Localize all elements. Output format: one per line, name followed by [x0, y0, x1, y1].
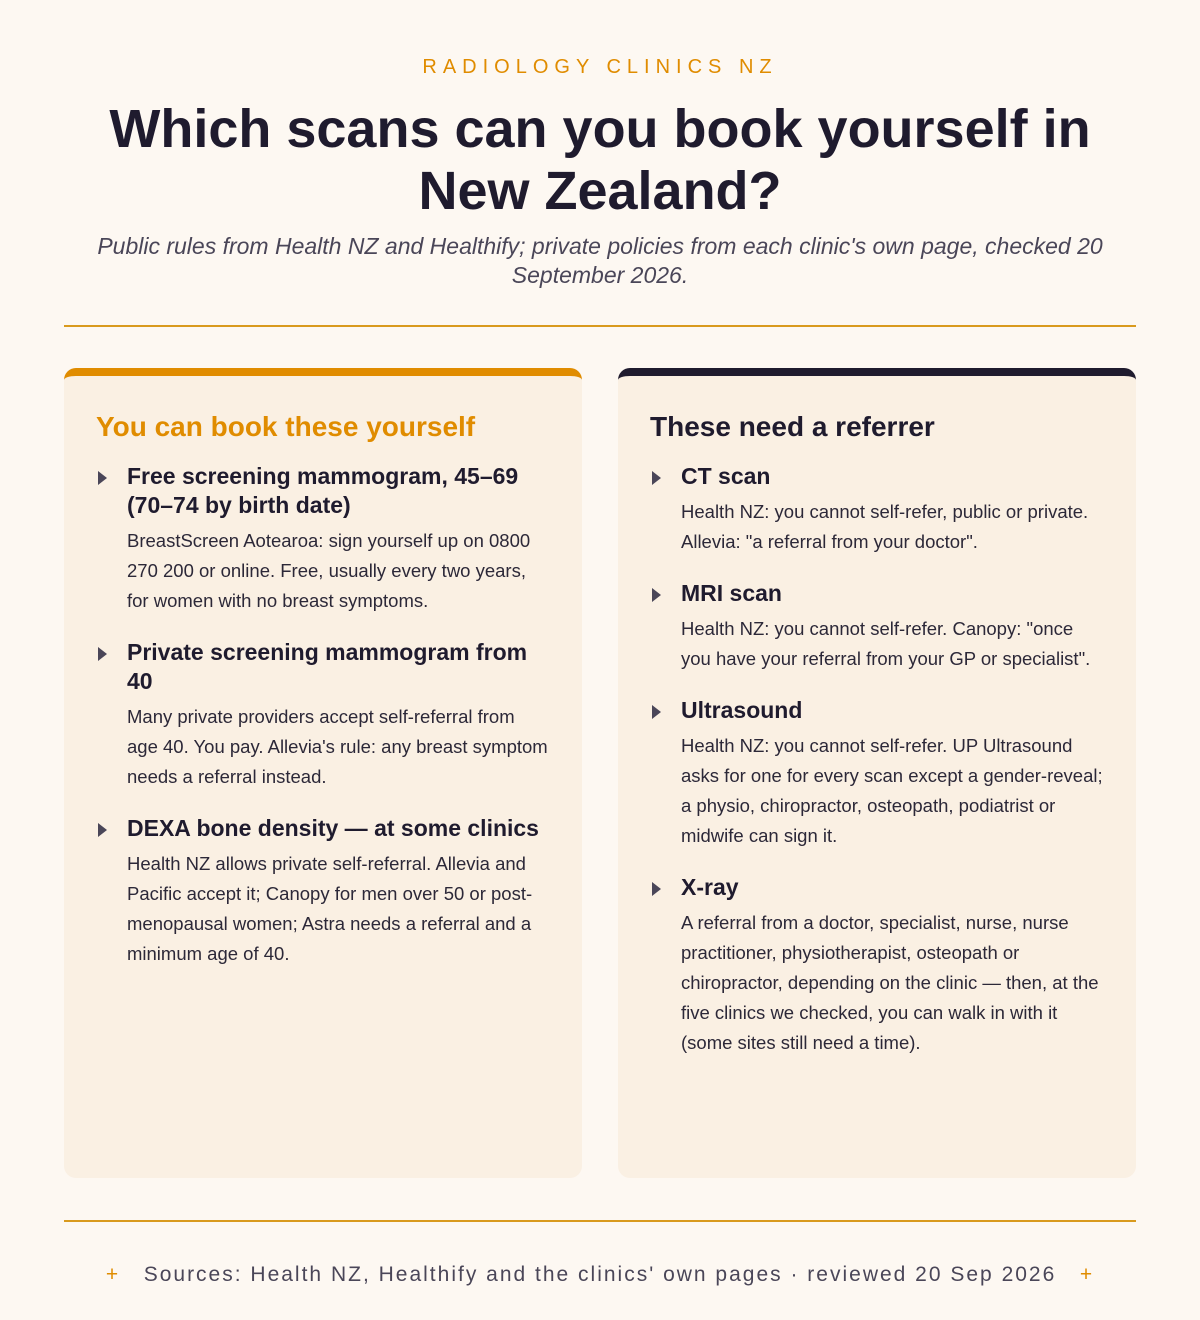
eyebrow-label: RADIOLOGY CLINICS NZ	[422, 56, 778, 78]
referrer-card	[618, 368, 1136, 1178]
list-item	[96, 814, 550, 969]
item-title: X-ray	[681, 874, 739, 900]
plus-icon: +	[105, 1263, 121, 1286]
self-book-heading: You can book these yourself	[96, 411, 476, 442]
item-body: Health NZ allows private self-referral. Allevia and Pacific accept it; Canopy for men over 50 or post-menopausal women; Astra needs a referral and a minimum age of 40.	[127, 853, 533, 964]
item-body: Health NZ: you cannot self-refer, public or private. Allevia: "a referral from your doctor".	[681, 501, 1089, 552]
item-body: BreastScreen Aotearoa: sign yourself up on 0800 270 200 or online. Free, usually every two years, for women with no breast symptoms.	[127, 530, 531, 611]
item-title: MRI scan	[681, 580, 782, 606]
bottom-divider	[64, 1220, 1136, 1222]
item-body: A referral from a doctor, specialist, nurse, nurse practitioner, physiotherapist, osteopath or chiropractor, depending on the clinic — then, at the five clinics we checked, you can walk in with it (some sites still need a time).	[681, 912, 1099, 1053]
list-item	[96, 462, 550, 616]
plus-icon: +	[1079, 1263, 1095, 1286]
list-item	[650, 579, 1104, 674]
caret-right-icon	[98, 647, 107, 661]
item-body: Health NZ: you cannot self-refer. UP Ultrasound asks for one for every scan except a gender-reveal; a physio, chiropractor, osteopath, podiatrist or midwife can sign it.	[681, 735, 1103, 846]
item-body: Many private providers accept self-referral from age 40. You pay. Allevia's rule: any breast symptom needs a referral instead.	[127, 706, 548, 787]
page-subtitle: Public rules from Health NZ and Healthify; private policies from each clinic's own page, checked 20 September 2026.	[97, 233, 1103, 288]
top-divider	[64, 325, 1136, 327]
item-title: CT scan	[681, 463, 771, 489]
page-title: Which scans can you book yourself in New Zealand?	[109, 99, 1091, 221]
referrer-heading: These need a referrer	[650, 411, 935, 442]
item-title: Private screening mammogram from 40	[127, 639, 528, 694]
sources-text: Sources: Health NZ, Healthify and the clinics' own pages · reviewed 20 Sep 2026	[143, 1263, 1057, 1286]
caret-right-icon	[652, 471, 661, 485]
self-book-card	[64, 368, 582, 1178]
list-item	[650, 873, 1104, 1058]
list-item	[96, 638, 550, 792]
list-item	[650, 462, 1104, 557]
item-body: Health NZ: you cannot self-refer. Canopy: "once you have your referral from your GP or specialist".	[681, 618, 1091, 669]
item-title: Ultrasound	[681, 697, 803, 723]
sources-footer	[90, 1260, 1110, 1289]
caret-right-icon	[98, 823, 107, 837]
caret-right-icon	[98, 471, 107, 485]
caret-right-icon	[652, 882, 661, 896]
list-item	[650, 696, 1104, 851]
caret-right-icon	[652, 705, 661, 719]
item-title: Free screening mammogram, 45–69 (70–74 by birth date)	[127, 463, 519, 518]
item-title: DEXA bone density — at some clinics	[127, 815, 539, 841]
caret-right-icon	[652, 588, 661, 602]
